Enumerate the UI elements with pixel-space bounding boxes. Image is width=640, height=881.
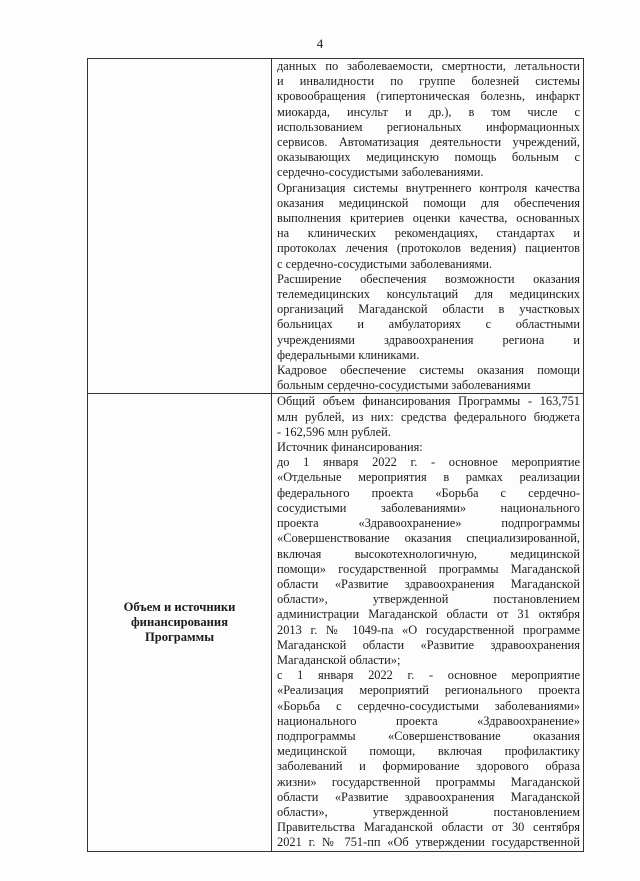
- text-line: выполнения критериев оценки качества, основанных: [277, 211, 580, 226]
- text-line: области», утвержденной постановлением: [277, 804, 580, 819]
- text-line: Организация системы внутреннего контроля качества: [277, 180, 580, 195]
- text-line: с 1 января 2022 г. - основное мероприятие: [277, 668, 580, 683]
- text-line: использованием региональных информационных: [277, 119, 580, 134]
- text-line: миокарда, инсульт и др.), в том числе с: [277, 104, 580, 119]
- text-line: учреждениями здравоохранения региона и: [277, 332, 580, 347]
- text-line: Общий объем финансирования Программы - 163,751: [277, 394, 580, 409]
- text-line: сосудистыми заболеваниями» национального: [277, 500, 580, 515]
- row-content-cell: [272, 394, 584, 851]
- text-line: «Реализация мероприятий регионального проекта: [277, 683, 580, 698]
- text-line: помощи» государственной программы Магаданской: [277, 561, 580, 576]
- page-number: 4: [316, 36, 324, 51]
- program-passport-table: [87, 58, 584, 852]
- text-line: «Совершенствование оказания специализированной,: [277, 531, 580, 546]
- text-line: больным сердечно-сосудистыми заболеваниями: [277, 378, 531, 393]
- text-line: млн рублей, из них: средства федерального бюджета: [277, 409, 580, 424]
- text-line: федерального проекта «Борьба с сердечно-: [277, 485, 580, 500]
- text-line: кровообращения (гипертоническая болезнь, инфаркт: [277, 89, 580, 104]
- text-line: на клинических рекомендациях, стандартах и: [277, 226, 580, 241]
- text-line: медицинской помощи, включая профилактику: [277, 744, 580, 759]
- text-line: области «Развитие здравоохранения Магаданской: [277, 789, 580, 804]
- text-line: больницах и амбулаториях с областными: [277, 317, 580, 332]
- label-line: Объем и источники: [123, 600, 236, 615]
- text-line: телемедицинских консультаций для медицинских: [277, 287, 580, 302]
- table-row: [88, 394, 584, 851]
- text-line: до 1 января 2022 г. - основное мероприятие: [277, 455, 580, 470]
- text-line: включая высокотехнологичную, медицинской: [277, 546, 580, 561]
- text-line: с сердечно-сосудистыми заболеваниями.: [277, 256, 493, 271]
- row-content: [272, 59, 583, 393]
- text-line: «Борьба с сердечно-сосудистыми заболеваниями»: [277, 698, 580, 713]
- text-line: Источник финансирования:: [277, 440, 423, 455]
- text-line: заболеваний и формирование здорового образа: [277, 759, 580, 774]
- text-line: администрации Магаданской области от 31 октября: [277, 607, 580, 622]
- label-line: Программы: [144, 630, 215, 645]
- text-line: протоколах лечения (протоколов ведения) пациентов: [277, 241, 580, 256]
- text-line: жизни» государственной программы Магаданской: [277, 774, 580, 789]
- text-line: федеральными клиниками.: [277, 347, 420, 362]
- text-line: сервисов. Автоматизация деятельности учреждений,: [277, 135, 580, 150]
- text-line: 2013 г. № 1049-па «О государственной программе: [277, 622, 580, 637]
- row-label-cell: [88, 394, 272, 851]
- text-line: области «Развитие здравоохранения Магаданской: [277, 576, 580, 591]
- text-line: подпрограммы «Совершенствование оказания: [277, 728, 580, 743]
- text-line: 2021 г. № 751-пп «Об утверждении государственной: [277, 835, 580, 850]
- text-line: оказания медицинской помощи для обеспечения: [277, 195, 580, 210]
- text-line: Магаданской области»;: [277, 652, 401, 667]
- text-line: Магаданской области «Развитие здравоохранения: [277, 637, 580, 652]
- row-content: [272, 394, 583, 850]
- text-line: и инвалидности по группе болезней системы: [277, 74, 580, 89]
- text-line: - 162,596 млн рублей.: [277, 424, 391, 439]
- text-line: области», утвержденной постановлением: [277, 592, 580, 607]
- label-line: финансирования: [130, 615, 229, 630]
- text-line: данных по заболеваемости, смертности, летальности: [277, 59, 580, 73]
- row-content-cell: [272, 59, 584, 394]
- text-line: оказывающих медицинскую помощь больным с: [277, 150, 580, 165]
- text-line: национального проекта «Здравоохранение»: [277, 713, 580, 728]
- row-label: [88, 600, 271, 645]
- text-line: организаций Магаданской области в участковых: [277, 302, 580, 317]
- row-label-cell: [88, 59, 272, 394]
- text-line: проекта «Здравоохранение» подпрограммы: [277, 516, 580, 531]
- text-line: Правительства Магаданской области от 30 сентября: [277, 820, 580, 835]
- text-line: Расширение обеспечения возможности оказания: [277, 271, 580, 286]
- text-line: Кадровое обеспечение системы оказания помощи: [277, 363, 580, 378]
- table-row: [88, 59, 584, 394]
- text-line: «Отдельные мероприятия в рамках реализации: [277, 470, 580, 485]
- text-line: сердечно-сосудистыми заболеваниями.: [277, 165, 484, 180]
